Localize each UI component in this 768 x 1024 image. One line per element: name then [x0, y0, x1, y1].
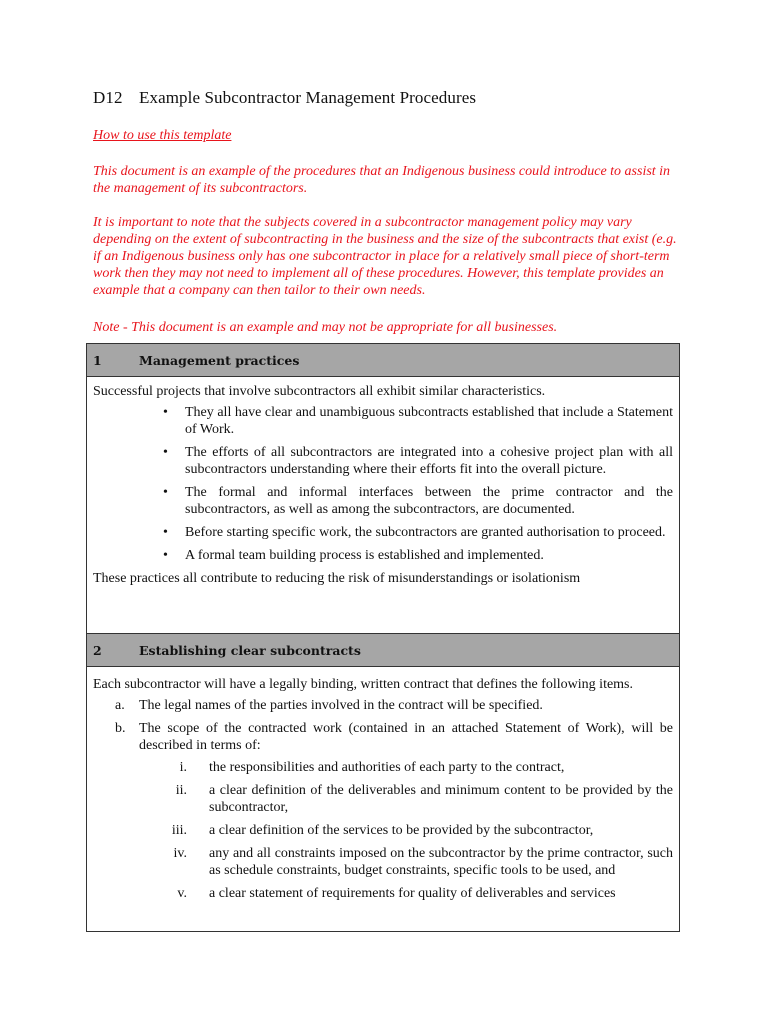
section-heading: Establishing clear subcontracts: [139, 642, 361, 658]
bullet-item: • They all have clear and unambiguous subcontracts established that include a Statement of Work.: [93, 404, 673, 438]
list-item-text: a clear definition of the deliverables and minimum content to be provided by the subcontractor,: [209, 783, 673, 815]
section-body: [87, 377, 679, 587]
bullet-item: • The formal and informal interfaces between the prime contractor and the subcontractors, as well as among the subcontractors, are documented.: [93, 484, 673, 518]
section-intro: Each subcontractor will have a legally binding, written contract that defines the following items.: [93, 677, 634, 692]
title-text: Example Subcontractor Management Procedures: [139, 88, 477, 107]
section-header: [87, 344, 679, 377]
template-howto-heading: How to use this template: [93, 128, 232, 143]
list-marker: b.: [115, 721, 126, 736]
template-paragraph-1: This document is an example of the procedures that an Indigenous business could introduce to assist in the management of its subcontractors.: [93, 164, 671, 196]
section-body: [87, 667, 679, 902]
section-number: 1: [93, 352, 102, 368]
sub-list-item: [139, 885, 673, 902]
section-closing: These practices all contribute to reducing the risk of misunderstandings or isolationism: [93, 571, 581, 586]
lettered-list: [93, 697, 673, 902]
list-item: [93, 697, 673, 714]
bullet-item: • The efforts of all subcontractors are integrated into a cohesive project plan with all subcontractors understanding where their efforts fit into the overall picture.: [93, 444, 673, 478]
list-marker: v.: [177, 886, 187, 901]
section-management-practices: [86, 343, 680, 634]
roman-list: [139, 759, 673, 902]
list-marker: iii.: [171, 823, 187, 838]
sub-list-item: [139, 822, 673, 839]
section-establishing-subcontracts: [86, 634, 680, 932]
list-item-text: The scope of the contracted work (contained in an attached Statement of Work), will be described in terms of:: [139, 721, 673, 753]
bullet-item: • Before starting specific work, the subcontractors are granted authorisation to proceed.: [93, 524, 673, 541]
sub-list-item: [139, 845, 673, 879]
list-marker: i.: [179, 760, 187, 775]
section-heading: Management practices: [139, 352, 300, 368]
section-intro: Successful projects that involve subcontractors all exhibit similar characteristics.: [93, 384, 546, 399]
page-title: [93, 88, 476, 108]
section-header: [87, 634, 679, 667]
sub-list-item: [139, 782, 673, 816]
bullet-item: • A formal team building process is established and implemented.: [93, 547, 673, 564]
bullet-list: [93, 404, 673, 564]
title-code: D12: [93, 88, 123, 107]
list-marker: ii.: [175, 783, 187, 798]
list-item: [93, 720, 673, 902]
sub-list-item: [139, 759, 673, 776]
list-item-text: a clear definition of the services to be provided by the subcontractor,: [209, 823, 594, 838]
template-paragraph-2: It is important to note that the subjects covered in a subcontractor management policy may vary depending on the extent of subcontracting in the business and the size of the subcontracts that exist (e.g. if an Indigenous business only has one subcontractor in place for a relatively small piece of short-term work then they may not need to implement all of these procedures. However, this template provides an example that a company can then tailor to their own needs.: [93, 215, 677, 298]
list-marker: a.: [115, 698, 125, 713]
list-item-text: the responsibilities and authorities of each party to the contract,: [209, 760, 565, 775]
list-marker: iv.: [173, 846, 187, 861]
section-number: 2: [93, 642, 102, 658]
list-item-text: any and all constraints imposed on the subcontractor by the prime contractor, such as schedule constraints, budget constraints, specific tools to be used, and: [209, 846, 673, 878]
list-item-text: a clear statement of requirements for quality of deliverables and services: [209, 886, 616, 901]
list-item-text: The legal names of the parties involved in the contract will be specified.: [139, 698, 543, 713]
template-note: Note - This document is an example and may not be appropriate for all businesses.: [93, 320, 558, 335]
